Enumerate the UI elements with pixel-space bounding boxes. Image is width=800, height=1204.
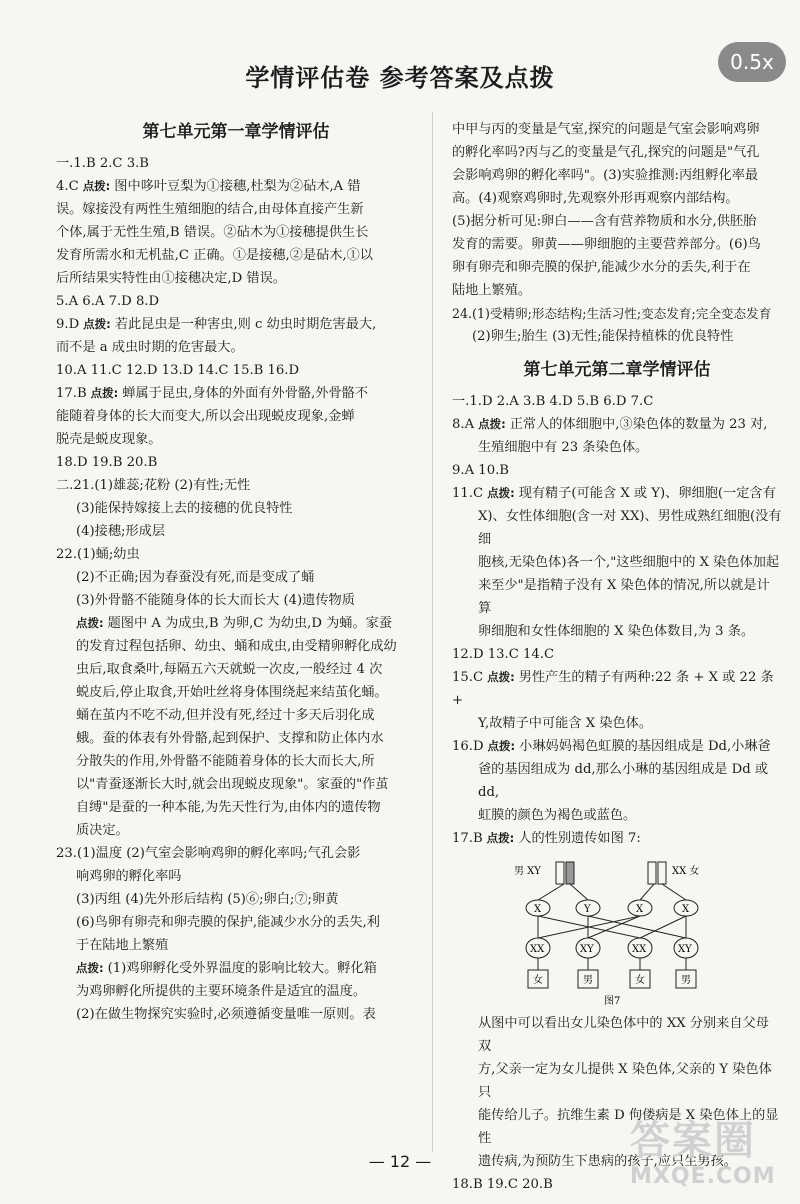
tip-label: 点拨: xyxy=(76,616,104,630)
answer-line: 以"青蚕逐渐长大时,就会出现蜕皮现象"。家蚕的"作茧 xyxy=(76,777,389,792)
answer-line: 而不是 a 成虫时期的危害最大。 xyxy=(56,340,244,355)
mother-label: XX 女 xyxy=(672,866,700,877)
child-label: 男 xyxy=(583,975,593,986)
answer-line: 点拨: (1)鸡卵孵化受外界温度的影响比较大。孵化箱 xyxy=(76,961,377,976)
answer-line: 响鸡卵的孵化率吗 xyxy=(76,869,182,884)
answer-line: 胞核,无染色体)各一个,"这些细胞中的 X 染色体加起 xyxy=(478,555,780,570)
answer-line: 23.(1)温度 (2)气室会影响鸡卵的孵化率吗;气孔会影 xyxy=(56,846,361,861)
answer-line: 18.B 19.C 20.B xyxy=(452,1177,553,1192)
child-label: 女 xyxy=(635,975,645,986)
answer-line: 一.1.B 2.C 3.B xyxy=(56,156,149,171)
answer-line: 个体,属于无性生殖,B 错误。②砧木为①接穗提供生长 xyxy=(56,225,369,240)
answer-line: 误。嫁接没有两性生殖细胞的结合,由母体直接产生新 xyxy=(56,202,364,217)
child-label: 女 xyxy=(533,975,543,986)
answer-line: 分散失的作用,外骨骼不能随着身体的长大而长大,所 xyxy=(76,754,375,769)
answer-line: 能随着身体的长大而变大,所以会出现蜕皮现象,金蝉 xyxy=(56,409,355,424)
tip-label: 点拨: xyxy=(76,961,104,975)
answer-line: (3)能保持嫁接上去的接穗的优良特性 xyxy=(76,501,293,516)
answer-line: 一.1.D 2.A 3.B 4.D 5.B 6.D 7.C xyxy=(452,394,654,409)
answer-line: 能传给儿子。抗维生素 D 佝偻病是 X 染色体上的显性 xyxy=(478,1108,779,1146)
answer-line: 5.A 6.A 7.D 8.D xyxy=(56,294,160,309)
answer-line: X)、女性体细胞(含一对 XX)、男性成熟红细胞(没有细 xyxy=(478,509,782,547)
gamete-label: X xyxy=(636,904,644,915)
answer-line: 二.21.(1)雄蕊;花粉 (2)有性;无性 xyxy=(56,478,251,493)
answer-line: 中甲与丙的变量是气室,探究的问题是气室会影响鸡卵 xyxy=(452,122,760,137)
answer-line: 自缚"是蚕的一种本能,为先天性行为,由体内的遗传物 xyxy=(76,800,381,815)
answer-line: 陆地上繁殖。 xyxy=(452,283,532,298)
answer-line: 9.D 点拨: 若此昆虫是一种害虫,则 c 幼虫时期危害最大, xyxy=(56,317,377,332)
answer-line: 蛾。蚕的体表有外骨骼,起到保护、支撑和防止体内水 xyxy=(76,731,384,746)
answer-line: (3)丙组 (4)先外形后结构 (5)⑥;卵白;⑦;卵黄 xyxy=(76,892,339,907)
sex-inheritance-diagram xyxy=(512,858,782,1008)
answer-line: 4.C 点拨: 图中哆叶豆梨为①接穗,杜梨为②砧木,A 错 xyxy=(56,179,361,194)
right-column xyxy=(452,118,782,1196)
answer-line: 方,父亲一定为女儿提供 X 染色体,父亲的 Y 染色体只 xyxy=(478,1062,772,1100)
answer-line: 遗传病,为预防生下患病的孩子,应只生男孩。 xyxy=(478,1154,737,1169)
answer-line: 卵有卵壳和卵壳膜的保护,能减少水分的丢失,利于在 xyxy=(452,260,751,275)
answer-line: 虹膜的颜色为褐色或蓝色。 xyxy=(478,808,637,823)
answer-line: 蛹在茧内不吃不动,但并没有死,经过十多天后羽化成 xyxy=(76,708,375,723)
answer-line: (2)在做生物探究实验时,必须遵循变量唯一原则。表 xyxy=(76,1007,376,1022)
answer-line: 会影响鸡卵的孵化率吗"。(3)实验推测:丙组孵化率最 xyxy=(452,168,759,183)
left-column xyxy=(56,110,416,1026)
answer-line: 卵细胞和女性体细胞的 X 染色体数目,为 3 条。 xyxy=(478,624,755,639)
answer-line: 发育的需要。卵黄——卵细胞的主要营养部分。(6)鸟 xyxy=(452,237,761,252)
answer-line: (2)不正确;因为春蚕没有死,而是变成了蛹 xyxy=(76,570,315,585)
child-label: 男 xyxy=(681,975,691,986)
answer-line: (3)外骨骼不能随身体的长大而长大 (4)遗传物质 xyxy=(76,593,355,608)
answer-line: 爸的基因组成为 dd,那么小琳的基因组成是 Dd 或 dd, xyxy=(478,762,769,800)
tip-label: 点拨: xyxy=(487,739,516,753)
answer-line: 生殖细胞中有 23 条染色体。 xyxy=(478,440,649,455)
answer-line: (4)接穗;形成层 xyxy=(76,524,166,539)
gamete-label: Y xyxy=(584,904,591,915)
gamete-label: X xyxy=(682,904,690,915)
column-divider xyxy=(432,112,433,1152)
answer-line: 高。(4)观察鸡卵时,先观察外形再观察内部结构。 xyxy=(452,191,739,206)
zygote-label: XX xyxy=(632,944,647,955)
tip-label: 点拨: xyxy=(478,417,506,431)
answer-line: 16.D 点拨: 小琳妈妈褐色虹膜的基因组成是 Dd,小琳爸 xyxy=(452,739,771,754)
answer-line: 后所结果实特性由①接穗决定,D 错误。 xyxy=(56,271,286,286)
section-heading: 第七单元第一章学情评估 xyxy=(142,122,330,142)
page-title: 学情评估卷 参考答案及点拨 xyxy=(245,64,555,92)
father-label: 男 XY xyxy=(514,866,541,877)
answer-line: 12.D 13.C 14.C xyxy=(452,647,555,662)
answer-line: 17.B 点拨: 人的性别遗传如图 7: xyxy=(452,831,641,846)
tip-label: 点拨: xyxy=(486,831,515,845)
gamete-label: X xyxy=(534,904,542,915)
zygote-label: XY xyxy=(678,944,692,955)
answer-line: Y,故精子中可能含 X 染色体。 xyxy=(478,716,653,731)
answer-line: 质决定。 xyxy=(76,823,129,838)
figure-caption: 图7 xyxy=(604,996,621,1007)
page-number: — 12 — xyxy=(368,1152,432,1171)
tip-label: 点拨: xyxy=(487,670,515,684)
answer-line: (6)鸟卵有卵壳和卵壳膜的保护,能减少水分的丢失,利 xyxy=(76,915,380,930)
answer-line: 发育所需水和无机盐,C 正确。①是接穗,②是砧木,①以 xyxy=(56,248,373,263)
watermark-logo: 答案圈 MXQE.COM xyxy=(630,1118,776,1189)
answer-line: 24.(1)受精卵;形态结构;生活习性;变态发育;完全变态发育 xyxy=(452,306,772,321)
answer-line: 8.A 点拨: 正常人的体细胞中,③染色体的数量为 23 对, xyxy=(452,417,768,432)
answer-line: 来至少"是指精子没有 X 染色体的情况,所以就是计算 xyxy=(478,578,770,616)
answer-line: 蜕皮后,停止取食,开始吐丝将身体围绕起来结茧化蛹。 xyxy=(76,685,388,700)
answer-line: 22.(1)蛹;幼虫 xyxy=(56,547,140,562)
answer-line: 脱壳是蜕皮现象。 xyxy=(56,432,162,447)
answer-line: 于在陆地上繁殖 xyxy=(76,938,169,953)
answer-line: 10.A 11.C 12.D 13.D 14.C 15.B 16.D xyxy=(56,363,300,378)
playback-speed-badge[interactable]: 0.5x xyxy=(718,42,786,82)
tip-label: 点拨: xyxy=(82,179,111,193)
section-heading: 第七单元第二章学情评估 xyxy=(523,360,711,380)
answer-line: (2)卵生;胎生 (3)无性;能保持植株的优良特性 xyxy=(472,329,734,344)
tip-label: 点拨: xyxy=(487,486,515,500)
answer-line: 18.D 19.B 20.B xyxy=(56,455,158,470)
tip-label: 点拨: xyxy=(83,317,111,331)
answer-line: 15.C 点拨: 男性产生的精子有两种:22 条 + X 或 22 条 + xyxy=(452,670,774,708)
answer-line: 点拨: 题图中 A 为成虫,B 为卵,C 为幼虫,D 为蛹。家蚕 xyxy=(76,616,393,631)
answer-line: 9.A 10.B xyxy=(452,463,509,478)
answer-line: (5)据分析可见:卵白——含有营养物质和水分,供胚胎 xyxy=(452,214,757,229)
answer-line: 为鸡卵孵化所提供的主要环境条件是适宜的温度。 xyxy=(76,984,367,999)
answer-line: 的孵化率吗?丙与乙的变量是气孔,探究的问题是"气孔 xyxy=(452,145,760,160)
tip-label: 点拨: xyxy=(90,386,119,400)
answer-line: 17.B 点拨: 蝉属于昆虫,身体的外面有外骨骼,外骨骼不 xyxy=(56,386,369,401)
answer-line: 11.C 点拨: 现有精子(可能含 X 或 Y)、卵细胞(一定含有 xyxy=(452,486,776,501)
answer-line: 从图中可以看出女儿染色体中的 XX 分别来自父母双 xyxy=(478,1016,769,1054)
zygote-label: XY xyxy=(580,944,594,955)
zygote-label: XX xyxy=(530,944,545,955)
answer-line: 虫后,取食桑叶,每隔五六天就蜕一次皮,一般经过 4 次 xyxy=(76,662,383,677)
answer-line: 的发育过程包括卵、幼虫、蛹和成虫,由受精卵孵化成幼 xyxy=(76,639,397,654)
